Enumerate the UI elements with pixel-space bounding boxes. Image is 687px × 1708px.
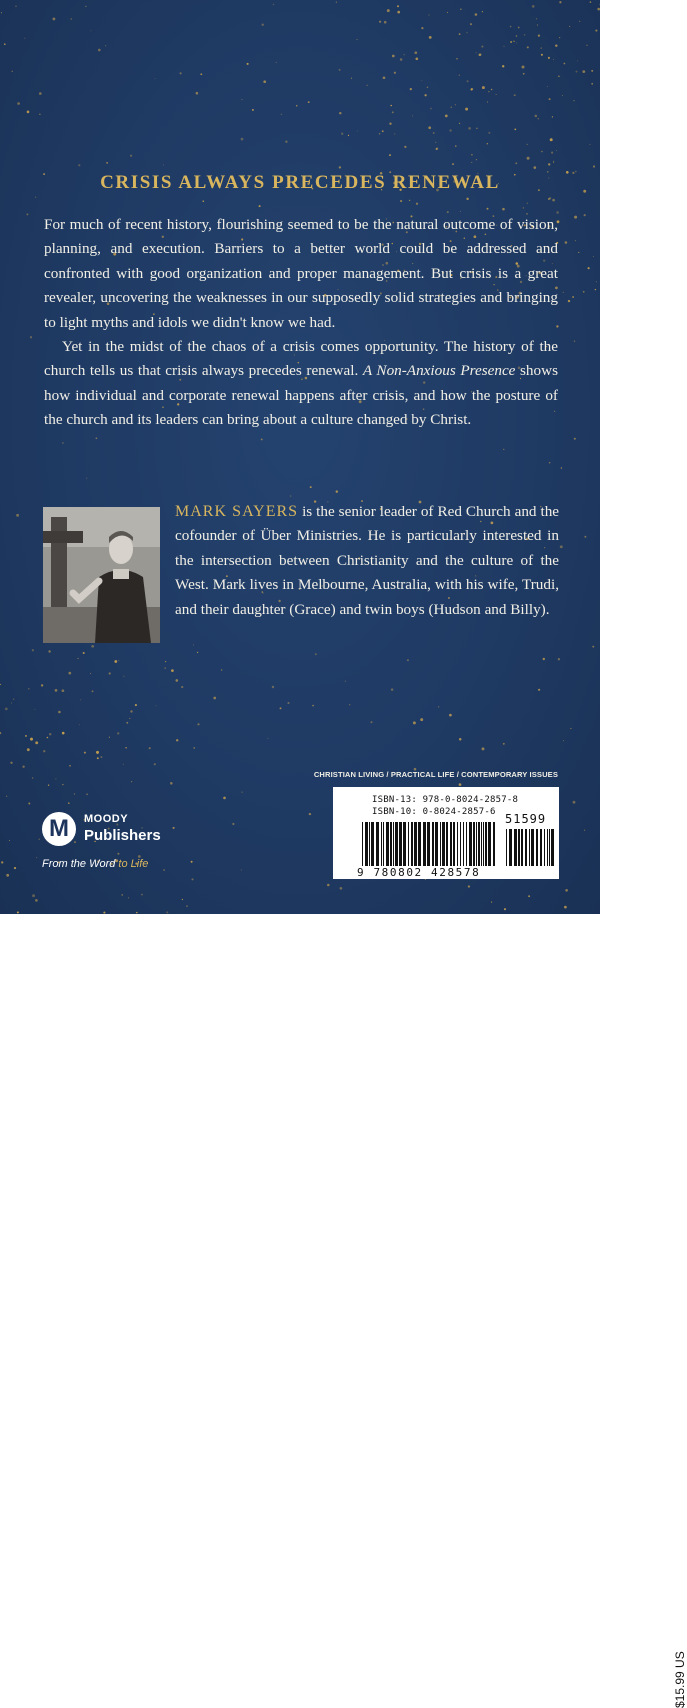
ean-barcode	[362, 822, 497, 866]
publisher-imprint: Publishers	[84, 827, 161, 844]
author-bio-text: is the senior leader of Red Church and the cofounder of Über Ministries. He is particularly interested in the intersection between Christianity and the culture of the West. Mark lives in Melbourne, Australia, with his wife, Trudi, and their daughter (Grace) and twin boys (Hudson and Billy).	[175, 503, 560, 618]
tagline-part-1: From the Word	[42, 858, 116, 870]
description-text-a: Yet in the midst of the chaos of a crisis comes opportunity. The history of the church tells us that crisis always precedes renewal.	[44, 338, 558, 380]
barcode-number: 9 780802 428578	[357, 866, 481, 879]
tagline-part-2: to Life	[118, 858, 149, 870]
author-photo	[43, 507, 160, 643]
isbn-13: ISBN-13: 978-0-8024-2857-8	[372, 795, 519, 805]
description-paragraph-1: For much of recent history, flourishing seemed to be the natural outcome of vision, planning, and execution. Barriers to a better world could be addressed and confronted with good organization and proper management. But crisis is a great revealer, uncovering the weaknesses in our supposedly solid strategies and bringing to light myths and idols we didn't know we had.	[44, 216, 558, 331]
isbn-10: ISBN-10: 0-8024-2857-6	[372, 807, 496, 817]
book-description	[44, 213, 558, 433]
addon-barcode	[506, 829, 554, 873]
price-label: $15.99 US	[673, 1651, 687, 1708]
description-paragraph-2	[44, 335, 558, 433]
publisher-name: MOODY	[84, 813, 129, 825]
headline: CRISIS ALWAYS PRECEDES RENEWAL	[100, 172, 500, 193]
publisher-tagline	[42, 858, 148, 870]
author-name: MARK SAYERS	[175, 503, 299, 520]
author-bio	[175, 500, 559, 622]
price-addon-code: 51599	[505, 812, 547, 826]
category-line: CHRISTIAN LIVING / PRACTICAL LIFE / CONTEMPORARY ISSUES	[313, 770, 558, 779]
publisher-logo	[42, 812, 162, 848]
book-title-italic: A Non-Anxious Presence	[362, 362, 516, 380]
description-text-b: shows how individual and corporate renewal happens after crisis, and how the posture of the church and its leaders can bring about a culture changed by Christ.	[44, 362, 558, 429]
moody-m-icon: M	[42, 812, 76, 846]
